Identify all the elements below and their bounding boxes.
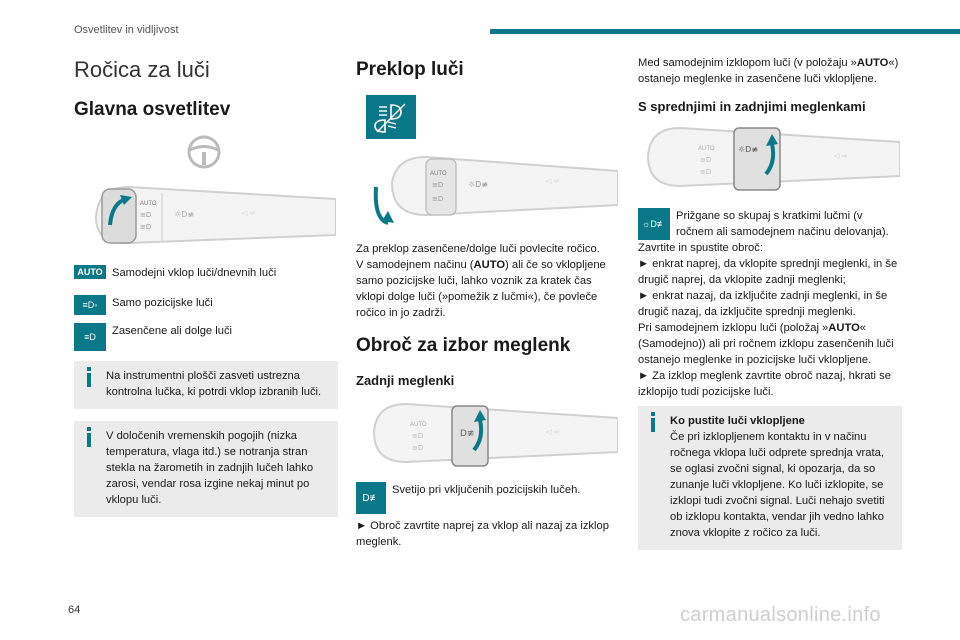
svg-text:AUTO: AUTO <box>698 146 715 152</box>
column-1 <box>74 55 338 517</box>
dipped-main-beam-icon: ≡D <box>74 323 106 351</box>
ring-instructions-intro: Zavrtite in spustite obroč: <box>638 242 763 254</box>
item-position-lights-label: Samo pozicijske luči <box>112 297 213 309</box>
item-dipped-main <box>74 323 338 351</box>
page-number: 64 <box>68 604 81 616</box>
column-2 <box>356 55 620 550</box>
stalk-auto-label: AUTO <box>140 201 157 207</box>
lights-left-on-note <box>638 406 902 550</box>
svg-text:D≢: D≢ <box>460 429 475 439</box>
steering-wheel-diagram <box>74 135 338 173</box>
ring-backward-text: ► enkrat nazaj, da izključite zadnji meglenki, in še drugič nazaj, da izključite sprednji meglenki. <box>638 290 888 318</box>
item-auto-label: Samodejni vklop luči/dnevnih luči <box>112 267 277 279</box>
fog-ring-heading: Obroč za izbor meglenk <box>356 335 571 356</box>
svg-text:≡D: ≡D <box>432 195 444 203</box>
running-header: Osvetlitev in vidljivost <box>74 24 179 36</box>
light-stalk-diagram <box>74 177 338 255</box>
position-lights-icon: ≡D◦ <box>74 295 106 315</box>
auto-icon: AUTO <box>74 265 106 279</box>
front-rear-fog-item <box>638 208 902 240</box>
main-lighting-heading: Glavna osvetlitev <box>74 99 231 120</box>
front-rear-fog-item-text: Prižgane so skupaj s kratkimi lučmi (v ročnem ali samodejnem načinu delovanja). <box>676 210 889 238</box>
lights-left-on-title: Ko pustite luči vklopljene <box>670 415 805 427</box>
beam-switch-icon <box>366 95 416 139</box>
svg-text:◁ ⇨: ◁ ⇨ <box>242 209 256 217</box>
ring-forward-text: ► enkrat naprej, da vklopite sprednji meglenki, in še drugič naprej, da vklopite zadnji meglenki; <box>638 258 898 286</box>
fog-off-text: ► Za izklop meglenk zavrtite obroč nazaj, hkrati se izklopijo tudi pozicijske luči. <box>638 370 891 398</box>
svg-text:≡D: ≡D <box>432 181 444 189</box>
svg-text:AUTO: AUTO <box>410 422 427 428</box>
svg-text:≡D: ≡D <box>700 168 712 176</box>
beam-switch-heading: Preklop luči <box>356 59 464 80</box>
info-note-1-text: Na instrumentni plošči zasveti ustrezna kontrolna lučka, ki potrdi vklop izbranih luči. <box>106 370 322 398</box>
rear-fog-stalk-diagram <box>356 396 620 476</box>
front-rear-fog-stalk-diagram <box>638 122 902 198</box>
rear-fog-heading: Zadnji meglenki <box>356 373 455 388</box>
auto-off-fog-text: Pri samodejnem izklopu luči (položaj »AUTO« (Samodejno)) ali pri ročnem izklopu zasenčenih luči ostanejo meglenke in pozicijske luči vklopljene. <box>638 322 894 366</box>
item-auto <box>74 265 338 281</box>
auto-off-text: Med samodejnim izklopom luči (v položaju »AUTO«) ostanejo meglenke in zasenčene luči vklopljene. <box>638 57 899 85</box>
svg-text:☼D≢: ☼D≢ <box>468 180 489 189</box>
svg-text:◁ ⇨: ◁ ⇨ <box>834 152 848 160</box>
info-note-2 <box>74 421 338 517</box>
svg-text:◁ ⇨: ◁ ⇨ <box>546 428 560 436</box>
rear-fog-item <box>356 482 620 514</box>
steering-wheel-icon <box>184 135 224 169</box>
svg-text:☼D≢: ☼D≢ <box>174 210 195 219</box>
rear-fog-icon: D≢ <box>356 482 386 514</box>
rear-fog-action-text: ► Obroč zavrtite naprej za vklop ali nazaj za izklop meglenk. <box>356 520 609 548</box>
svg-text:≡D: ≡D <box>412 444 424 452</box>
beam-switch-stalk-diagram <box>356 149 620 237</box>
item-position-lights <box>74 295 338 315</box>
info-note-2-text: V določenih vremenskih pogojih (nizka temperatura, vlaga itd.) se notranja stran stekla na žarometih in zadnjih lučeh lahko zarosi, vendar rosa izgine nekaj minut po vklopu luči. <box>106 430 314 506</box>
column-3 <box>638 55 902 550</box>
info-note-1 <box>74 361 338 409</box>
svg-text:◁ ⇨: ◁ ⇨ <box>546 177 560 185</box>
svg-text:≡D: ≡D <box>412 432 424 440</box>
stalk-auto-label: AUTO <box>430 171 447 177</box>
beam-switch-text-2: V samodejnem načinu (AUTO) ali če so vklopljene samo pozicijske luči, lahko voznik za kratek čas vklopi dolge luči (»pomežik z lučmi«), če povleče ročico in jo zadrži. <box>356 259 606 319</box>
lights-left-on-body: Če pri izklopljenem kontaktu in v načinu ročnega vklopa luči odprete sprednja vrata, se oglasi zvočni signal, ki opozarja, da so zunanje luči vklopljene. Ko luči izklopite, se izklopi tudi zvočni signal. Luči nehajo svetiti ob izklopu kontakta, vendar jih vedno lahko znova vklopite z ročico za luči. <box>670 431 885 539</box>
front-rear-fog-heading: S sprednjimi in zadnjimi meglenkami <box>638 99 866 114</box>
info-icon <box>651 412 655 416</box>
svg-text:≡D: ≡D <box>140 223 152 231</box>
watermark: carmanualsonline.info <box>680 604 881 626</box>
front-rear-fog-icon: ☼D≢ <box>638 208 670 240</box>
rear-fog-item-text: Svetijo pri vključenih pozicijskih lučeh. <box>392 484 581 496</box>
svg-text:≡D: ≡D <box>140 211 152 219</box>
info-icon <box>87 367 91 371</box>
svg-text:☼D≢: ☼D≢ <box>738 145 759 154</box>
item-dipped-main-label: Zasenčene ali dolge luči <box>112 325 233 337</box>
svg-text:≡D: ≡D <box>700 156 712 164</box>
beam-switch-text-1: Za preklop zasenčene/dolge luči povlecite ročico. <box>356 243 600 255</box>
header-accent-bar <box>490 29 960 34</box>
info-icon <box>87 427 91 431</box>
section-title: Ročica za luči <box>74 57 210 82</box>
